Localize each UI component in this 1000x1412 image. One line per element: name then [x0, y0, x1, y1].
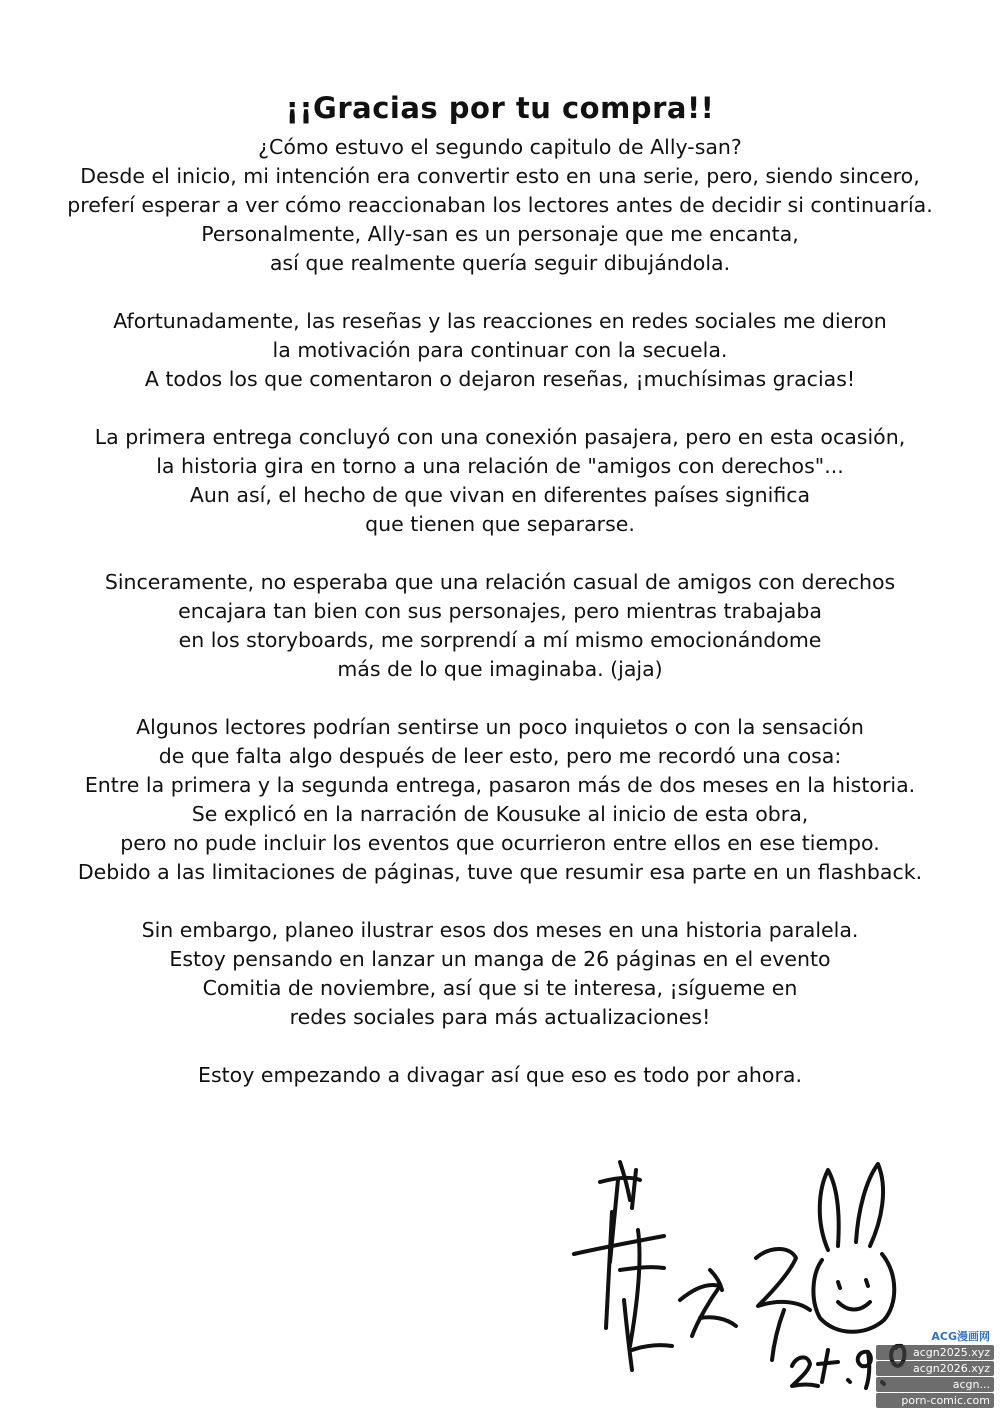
text-line: Aun así, el hecho de que vivan en diferentes países significa — [189, 483, 811, 507]
handwritten-signature-drawing — [560, 1150, 920, 1390]
text-line: La primera entrega concluyó con una conexión pasajera, pero en esta ocasión, — [94, 425, 906, 449]
text-line: Estoy empezando a divagar así que eso es todo por ahora. — [198, 1063, 802, 1087]
text-line: encajara tan bien con sus personajes, pero mientras trabajaba — [178, 599, 822, 623]
text-line: A todos los que comentaron o dejaron reseñas, ¡muchísimas gracias! — [144, 367, 856, 391]
watermark-line: porn-comic.com — [876, 1393, 994, 1408]
text-line: Desde el inicio, mi intención era convertir esto en una serie, pero, siendo sincero, — [80, 164, 920, 188]
text-line: Estoy pensando en lanzar un manga de 26 páginas en el evento — [169, 947, 831, 971]
site-watermark — [876, 1329, 994, 1408]
page-title: ¡¡Gracias por tu compra!! — [285, 91, 715, 126]
text-line: Debido a las limitaciones de páginas, tuve que resumir esa parte en un flashback. — [77, 860, 923, 884]
paragraph — [10, 1061, 990, 1090]
watermark-line: acgn... — [876, 1377, 994, 1392]
text-line: que tienen que separarse. — [365, 512, 635, 536]
paragraph — [10, 713, 990, 887]
text-line: Se explicó en la narración de Kousuke al inicio de esta obra, — [191, 802, 809, 826]
text-line: Comitia de noviembre, así que si te interesa, ¡sígueme en — [202, 976, 798, 1000]
paragraph — [10, 568, 990, 684]
text-line: Sin embargo, planeo ilustrar esos dos meses en una historia paralela. — [141, 918, 859, 942]
text-line: Algunos lectores podrían sentirse un poco inquietos o con la sensación — [136, 715, 864, 739]
text-line: en los storyboards, me sorprendí a mí mismo emocionándome — [178, 628, 822, 652]
text-line: Personalmente, Ally-san es un personaje que me encanta, — [201, 222, 799, 246]
text-line: pero no pude incluir los eventos que ocurrieron entre ellos en ese tiempo. — [120, 831, 880, 855]
text-line: de que falta algo después de leer esto, pero me recordó una cosa: — [158, 744, 842, 768]
paragraph — [10, 916, 990, 1032]
watermark-line: acgn2026.xyz — [876, 1361, 994, 1376]
text-line: así que realmente quería seguir dibujándola. — [269, 251, 731, 275]
text-line: más de lo que imaginaba. (jaja) — [337, 657, 663, 681]
afterword-body — [10, 133, 990, 1090]
text-line: redes sociales para más actualizaciones! — [289, 1005, 711, 1029]
text-line: preferí esperar a ver cómo reaccionaban los lectores antes de decidir si continuaría. — [67, 193, 933, 217]
text-line: ¿Cómo estuvo el segundo capitulo de Ally-san? — [258, 135, 742, 159]
text-line: Entre la primera y la segunda entrega, pasaron más de dos meses en la historia. — [84, 773, 916, 797]
text-line: la historia gira en torno a una relación de "amigos con derechos"... — [156, 454, 844, 478]
watermark-logo: ACG漫画网 — [876, 1329, 994, 1344]
text-line: Afortunadamente, las reseñas y las reacciones en redes sociales me dieron — [113, 309, 887, 333]
paragraph — [10, 307, 990, 394]
text-line: la motivación para continuar con la secuela. — [272, 338, 728, 362]
text-line: Sinceramente, no esperaba que una relación casual de amigos con derechos — [104, 570, 896, 594]
watermark-line: acgn2025.xyz — [876, 1345, 994, 1360]
author-signature — [560, 1150, 920, 1390]
paragraph — [10, 133, 990, 278]
paragraph — [10, 423, 990, 539]
